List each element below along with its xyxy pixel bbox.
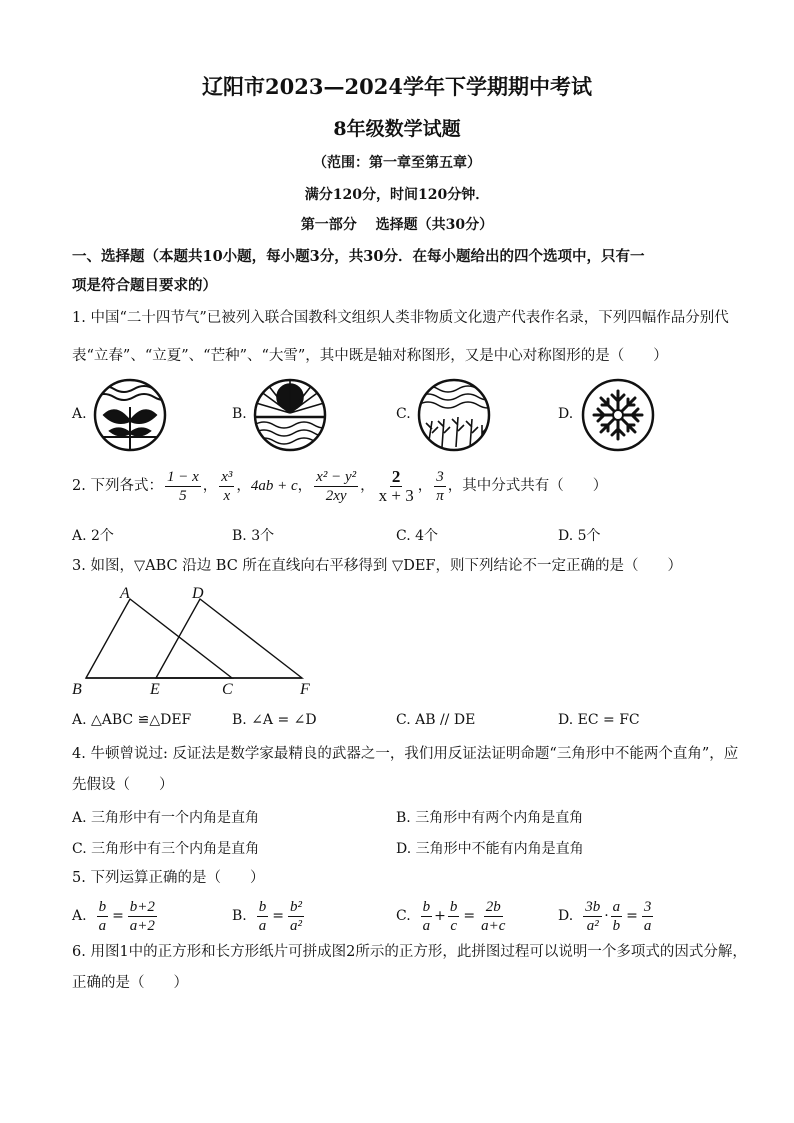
q2-suffix: ，其中分式共有（ ）	[447, 478, 608, 494]
q2-expr-4: $\frac{\text{x² − y²}}{2xy}$	[316, 468, 357, 504]
q1-option-b-label: B.	[232, 406, 247, 422]
section-heading-line2: 项是符合题目要求的）	[72, 277, 217, 294]
q1-option-c-label: C.	[396, 406, 411, 422]
q1-option-c-image	[416, 377, 492, 453]
section-heading-line1: 一、选择题（本题共10小题，每小题3分，共30分．在每小题给出的四个选项中，只有一	[72, 248, 645, 265]
q2-expr-2: $\frac{\text{x³}}{x}$	[221, 468, 233, 504]
q6-text-line1: 6. 用图1中的正方形和长方形纸片可拼成图2所示的正方形，此拼图过程可以说明一个多项式的因式分解，	[72, 944, 747, 960]
q1-option-a-label: A.	[72, 406, 87, 422]
q3-text: 3. 如图，▽ABC 沿边 BC 所在直线向右平移得到 ▽DEF，则下列结论不一定正确的是（ ）	[72, 558, 682, 574]
q3-option-b: B. ∠A = ∠D	[232, 712, 317, 728]
triangle-abc	[86, 599, 232, 678]
q2-line: 2. 下列各式： $\frac{1 - x}{5}$ ， $\frac{\text{x³}}{x}$ ， 4ab + c ， $\frac{\text{x² − y²}}{2xy}$ ， $\frac{2}{x + 3}$ ， $\frac{3}{\pi}$ ，其中分式共有（ ）	[72, 466, 608, 505]
q5-option-b: B. $\frac{b}{a}$ = $\frac{\text{b²}}{\text{a²}}$	[232, 898, 302, 934]
q4-text-line1: 4. 牛顿曾说过: 反证法是数学家最精良的武器之一，我们用反证法证明命题“三角形中不能两个直角”，应	[72, 746, 739, 762]
q3-option-a: A. △ABC ≌△DEF	[72, 712, 192, 728]
score-time: 满分120分，时间120分钟．	[304, 187, 490, 203]
triangle-def	[156, 599, 302, 678]
exam-scope: （范围：第一章至第五章）	[313, 155, 481, 171]
q2-option-d: D. 5个	[558, 528, 601, 544]
q5-text: 5. 下列运算正确的是（ ）	[72, 870, 265, 886]
q1-option-d-image	[580, 377, 656, 453]
label-c: C	[222, 681, 233, 698]
q1-option-d-label: D.	[558, 406, 574, 422]
label-a: A	[120, 585, 130, 602]
q3-option-d: D. EC = FC	[558, 712, 640, 728]
q6-text-line2: 正确的是（ ）	[72, 975, 188, 991]
q1-option-b-image	[252, 377, 328, 453]
q2-expr-5: $\frac{2}{x + 3}$	[378, 466, 414, 505]
q5-option-c: C. $\frac{b}{a}$ + $\frac{b}{c}$ = $\frac{2b}{a+c}$	[396, 898, 506, 934]
label-d: D	[192, 585, 204, 602]
q4-option-d: D. 三角形中不能有内角是直角	[396, 841, 584, 857]
q1-option-a-image	[92, 377, 168, 453]
q2-option-c: C. 4个	[396, 528, 439, 544]
label-b: B	[72, 681, 82, 698]
part-heading: 第一部分 选择题（共30分）	[300, 217, 494, 233]
q5-option-a: A. $\frac{b}{a}$ = $\frac{b+2}{a+2}$	[72, 898, 155, 934]
exam-title: 辽阳市2023—2024学年下学期期中考试	[202, 74, 592, 99]
q2-expr-3: 4ab + c	[250, 478, 298, 494]
q3-option-c: C. AB // DE	[396, 712, 476, 728]
q4-text-line2: 先假设（ ）	[72, 777, 174, 793]
q2-option-b: B. 3个	[232, 528, 275, 544]
q1-text-line2: 表“立春”、“立夏”、“芒种”、“大雪”，其中既是轴对称图形，又是中心对称图形的是（ ）	[72, 348, 668, 364]
q2-expr-1: $\frac{1 - x}{5}$	[166, 468, 199, 504]
label-e: E	[150, 681, 160, 698]
q4-option-a: A. 三角形中有一个内角是直角	[72, 810, 260, 826]
label-f: F	[300, 681, 310, 698]
q1-text-line1: 1. 中国“二十四节气”已被列入联合国教科文组织人类非物质文化遗产代表作名录，下列四幅作品分别代	[72, 310, 729, 326]
q3-figure	[66, 582, 326, 702]
exam-subtitle: 8年级数学试题	[333, 118, 461, 140]
q2-expr-6: $\frac{3}{\pi}$	[436, 468, 444, 504]
q5-option-d: D. $\frac{3b}{\text{a²}}$ · $\frac{a}{b}$ = $\frac{3}{a}$	[558, 898, 652, 934]
q4-option-c: C. 三角形中有三个内角是直角	[72, 841, 260, 857]
q4-option-b: B. 三角形中有两个内角是直角	[396, 810, 584, 826]
q2-option-a: A. 2个	[72, 528, 114, 544]
q2-prefix: 2. 下列各式：	[72, 478, 163, 494]
